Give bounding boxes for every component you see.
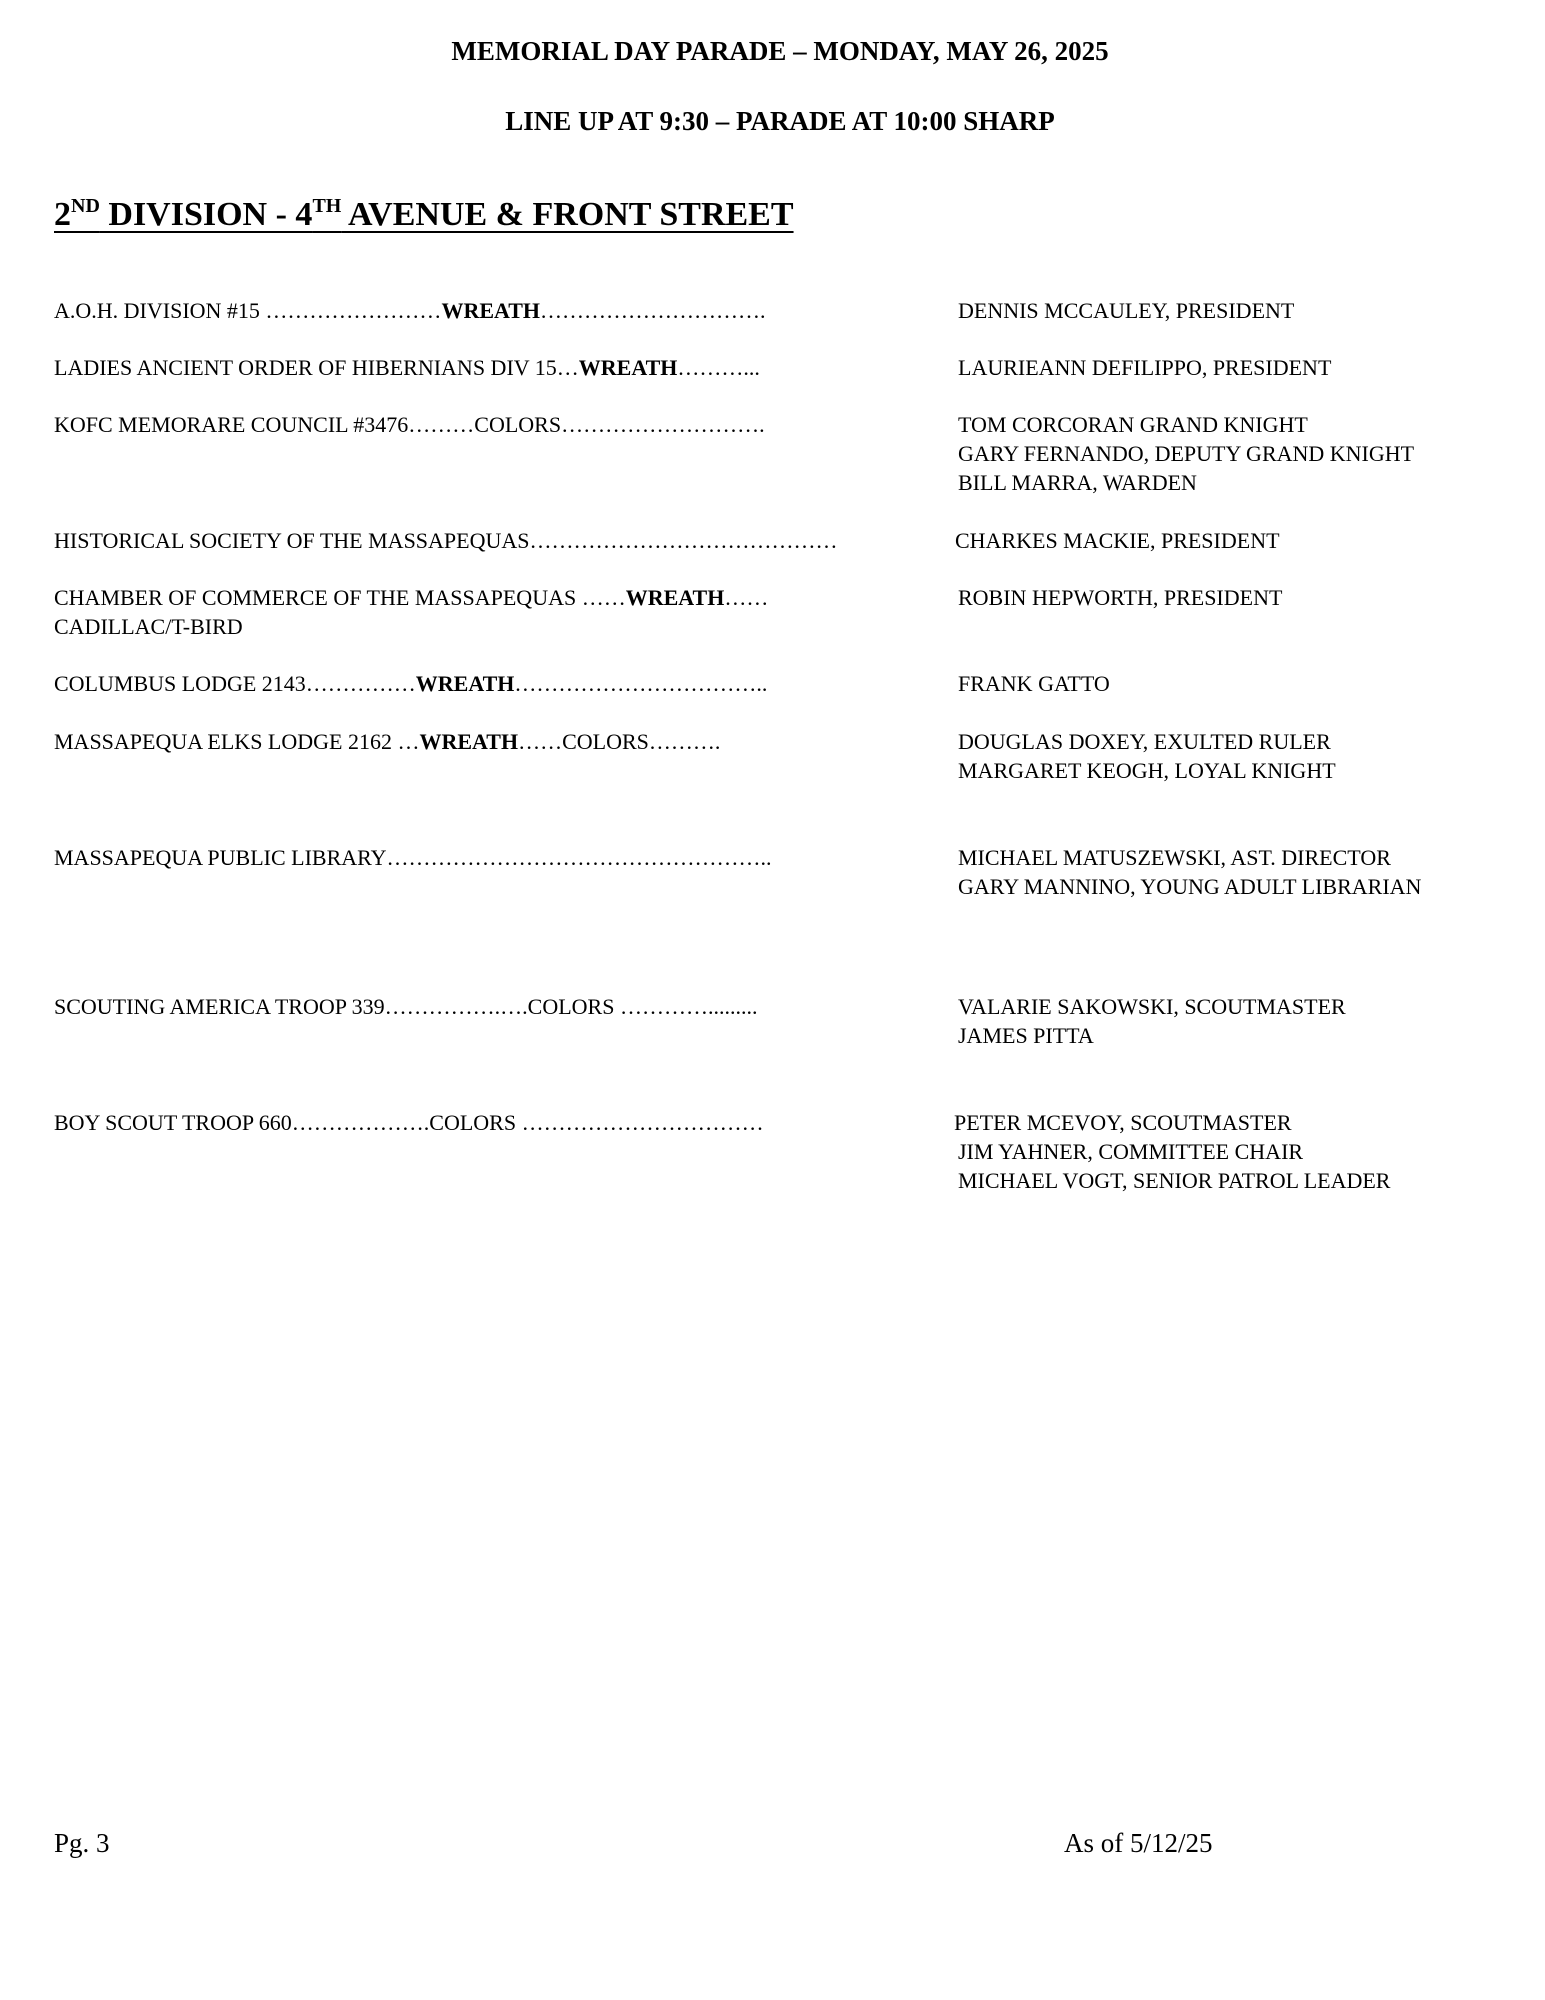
organization: MASSAPEQUA ELKS LODGE 2162 …WREATH……COLORS………. bbox=[54, 729, 721, 754]
division-heading bbox=[54, 196, 794, 234]
representatives bbox=[958, 353, 1518, 382]
representative: MICHAEL MATUSZEWSKI, AST. DIRECTOR bbox=[958, 845, 1391, 870]
representative: MICHAEL VOGT, SENIOR PATROL LEADER bbox=[958, 1168, 1391, 1193]
representative: JIM YAHNER, COMMITTEE CHAIR bbox=[958, 1139, 1304, 1164]
organization: COLUMBUS LODGE 2143……………WREATH…………………………….. bbox=[54, 671, 768, 696]
organization: A.O.H. DIVISION #15 ……………………WREATH…………………………. bbox=[54, 298, 766, 323]
organization: SCOUTING AMERICA TROOP 339…………….….COLORS …………......... bbox=[54, 994, 758, 1019]
parade-title: MEMORIAL DAY PARADE – MONDAY, MAY 26, 2025 bbox=[451, 36, 1109, 66]
organization: HISTORICAL SOCIETY OF THE MASSAPEQUAS…………………………………… bbox=[54, 528, 838, 553]
representative: LAURIEANN DEFILIPPO, PRESIDENT bbox=[958, 355, 1332, 380]
organization: LADIES ANCIENT ORDER OF HIBERNIANS DIV 15…WREATH………... bbox=[54, 355, 760, 380]
representative: GARY FERNANDO, DEPUTY GRAND KNIGHT bbox=[958, 441, 1415, 466]
representative: GARY MANNINO, YOUNG ADULT LIBRARIAN bbox=[958, 874, 1422, 899]
division-text-a: DIVISION - 4 bbox=[99, 196, 313, 233]
organization: KOFC MEMORARE COUNCIL #3476………COLORS………………………. bbox=[54, 412, 765, 437]
representatives bbox=[958, 992, 1518, 1050]
organization: BOY SCOUT TROOP 660……………….COLORS …………………………… bbox=[54, 1110, 764, 1135]
representatives bbox=[958, 727, 1518, 785]
representative: JAMES PITTA bbox=[958, 1023, 1094, 1048]
lineup-subtitle: LINE UP AT 9:30 – PARADE AT 10:00 SHARP bbox=[505, 106, 1055, 136]
representative: ROBIN HEPWORTH, PRESIDENT bbox=[958, 585, 1283, 610]
representative: FRANK GATTO bbox=[958, 671, 1110, 696]
representatives bbox=[958, 410, 1518, 497]
representative: CHARKES MACKIE, PRESIDENT bbox=[955, 528, 1280, 553]
representative: BILL MARRA, WARDEN bbox=[958, 470, 1197, 495]
organization: MASSAPEQUA PUBLIC LIBRARY…………………………………………….. bbox=[54, 845, 772, 870]
avenue-suffix: TH bbox=[312, 195, 342, 217]
representatives bbox=[954, 1108, 1514, 1195]
representative: VALARIE SAKOWSKI, SCOUTMASTER bbox=[958, 994, 1346, 1019]
representatives bbox=[958, 296, 1518, 325]
representative: DENNIS MCCAULEY, PRESIDENT bbox=[958, 298, 1295, 323]
representatives bbox=[958, 843, 1518, 901]
representative: MARGARET KEOGH, LOYAL KNIGHT bbox=[958, 758, 1336, 783]
representative: DOUGLAS DOXEY, EXULTED RULER bbox=[958, 729, 1331, 754]
representative: TOM CORCORAN GRAND KNIGHT bbox=[958, 412, 1308, 437]
division-text-b: AVENUE & FRONT STREET bbox=[341, 196, 794, 233]
representatives bbox=[958, 669, 1518, 698]
representatives bbox=[958, 583, 1518, 612]
representative: PETER MCEVOY, SCOUTMASTER bbox=[954, 1110, 1292, 1135]
page-number: Pg. 3 bbox=[54, 1828, 110, 1858]
division-number-suffix: ND bbox=[71, 195, 100, 217]
representatives bbox=[955, 526, 1515, 555]
as-of-date: As of 5/12/25 bbox=[1064, 1828, 1213, 1858]
organization: CHAMBER OF COMMERCE OF THE MASSAPEQUAS ……WREATH…… CADILLAC/T-BIRD bbox=[54, 585, 769, 639]
division-number: 2 bbox=[54, 196, 71, 233]
